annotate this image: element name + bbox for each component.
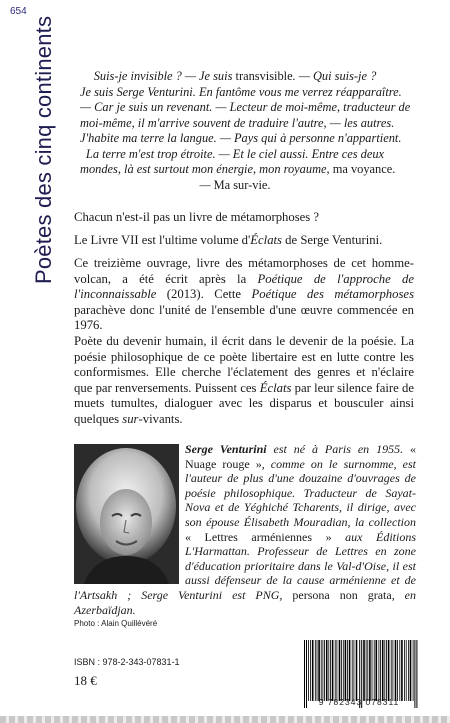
barcode-bar <box>354 640 355 701</box>
isbn: ISBN : 978-2-343-07831-1 <box>74 657 180 667</box>
barcode-bar <box>372 640 373 701</box>
barcode-bar <box>318 640 320 701</box>
paragraph-livre-vii: Le Livre VII est l'ultime volume d'Éclats de Serge Venturini. <box>74 233 383 247</box>
barcode-bar <box>339 640 341 701</box>
barcode-bar <box>321 640 322 701</box>
barcode-bar <box>380 640 381 701</box>
paragraph-treizieme: Ce treizième ouvrage, livre des métamorphoses de cet homme-volcan, a été écrit après la Poétique de l'approche de l'inconnaissable (2013). Cette Poétique des métamorphoses parachève donc l'unité de l'ensemble d'une œuvre commencée en 1976. <box>74 256 415 333</box>
author-biography: Serge Venturini est né à Paris en 1955. « Nuage rouge », comme on le surnomme, est l'auteur de plus d'une douzaine d'ouvrages de poésie philosophique. Traducteur de Sayat-Nova et de Yéghiché Tcharents, il dirige, avec son épouse Élisabeth Mouradian, la collection « Lettres arméniennes » aux Éditions L'Harmattan. Professeur de Lettres en zone d'éducation prioritaire dans le Val-d'Oise, il est aussi défenseur de la cause arménienne et de l'Artsakh ; Serge Venturini est PNG, persona non grata, en Azerbaïdjan. <box>74 442 417 617</box>
poem-line: — Ma sur-vie. <box>199 177 271 192</box>
barcode-bar <box>308 640 309 701</box>
photo-credit: Photo : Alain Quillévéré <box>74 619 158 628</box>
barcode-bar <box>335 640 336 701</box>
poem-line: Suis-je invisible ? — Je suis transvisible. — Qui suis-je ? <box>93 69 377 83</box>
barcode-bar <box>399 640 400 701</box>
barcode-bar <box>401 640 403 701</box>
barcode-bar <box>352 640 353 701</box>
barcode-bar <box>406 640 407 701</box>
barcode-bar <box>324 640 325 701</box>
barcode-bar <box>332 640 334 701</box>
barcode-bar <box>323 640 324 701</box>
barcode-bar <box>388 640 390 701</box>
barcode-bar <box>337 640 338 701</box>
author-name: Serge Venturini <box>185 442 267 456</box>
barcode-bar <box>408 640 409 701</box>
paragraph-poete: Poète du devenir humain, il écrit dans le devenir de la poésie. La poésie philosophique de ce poète libertaire est en lutte contre les conformismes. Elle cherche l'éclatement des genres et n'éclaire que par renversements. Puissent ces Éclats par leur silence faire de muets tumultes, dialoguer avec les disparus et bousculer ainsi quelques sur-vivants. <box>74 334 414 426</box>
barcode-bar <box>363 640 365 701</box>
poem-line: mondes, là est surtout mon énergie, mon royaume, ma voyance. <box>80 162 396 176</box>
barcode-bar <box>391 640 392 701</box>
barcode-bar <box>310 640 311 701</box>
barcode-bar <box>312 640 314 701</box>
barcode-bar <box>366 640 367 701</box>
barcode-bar <box>379 640 380 701</box>
barcode-bar <box>349 640 351 701</box>
price: 18 € <box>74 673 97 688</box>
poem-line: J'habite ma terre la langue. — Pays qui à personne n'appartient. <box>80 131 402 145</box>
poem-line: — Car je suis un revenant. — Lecteur de moi-même, traducteur de <box>80 100 411 114</box>
poem-line: La terre m'est trop étroite. — Et le ciel aussi. Entre ces deux <box>85 146 385 161</box>
barcode-bar <box>343 640 344 701</box>
barcode-bar <box>413 640 414 701</box>
barcode-bar <box>382 640 384 701</box>
barcode-bar <box>341 640 342 701</box>
barcode-bar <box>410 640 412 701</box>
barcode-bar <box>326 640 328 701</box>
barcode-bar <box>317 640 318 701</box>
barcode-bar <box>397 640 398 701</box>
barcode-bar <box>367 640 368 701</box>
barcode-bar <box>386 640 387 701</box>
barcode-bar <box>376 640 378 701</box>
epigraph-poem <box>80 69 411 193</box>
barcode-digits: 9 782343 078311 <box>318 697 400 707</box>
barcode-bar <box>369 640 371 701</box>
paragraph-question: Chacun n'est-il pas un livre de métamorphoses ? <box>74 210 320 224</box>
poem-line: moi-même, il m'arrive souvent de traduire l'autre, — les autres. <box>80 115 395 130</box>
barcode-bar <box>315 640 316 701</box>
barcode-bar <box>345 640 347 701</box>
barcode-bar <box>374 640 375 701</box>
bottom-edge-strip <box>0 716 450 723</box>
barcode-bar <box>328 640 329 701</box>
series-title: Poètes des cinq continents <box>31 15 56 284</box>
poem-line: Je suis Serge Venturini. En fantôme vous me verrez réapparaître. <box>80 84 402 99</box>
barcode-bar <box>404 640 405 701</box>
barcode-bar <box>347 640 348 701</box>
barcode-bar <box>330 640 331 701</box>
barcode-bar <box>384 640 385 701</box>
barcode-bar <box>393 640 394 701</box>
series-number: 654 <box>10 6 27 17</box>
barcode-bar <box>395 640 397 701</box>
barcode-bar <box>356 640 358 701</box>
